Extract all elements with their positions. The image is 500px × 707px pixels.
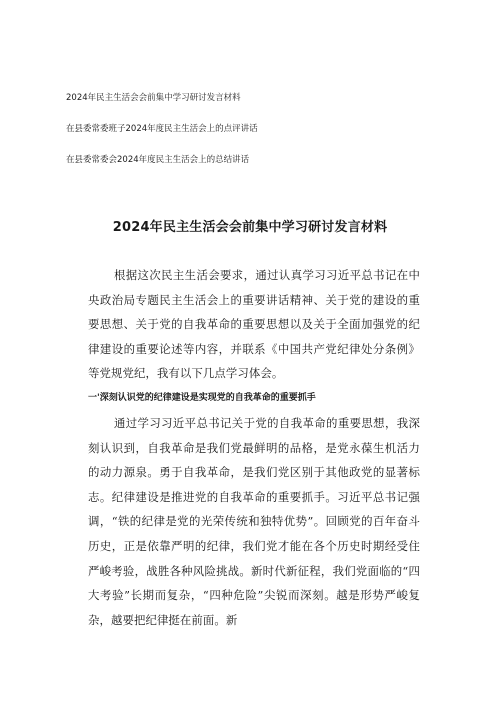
document-title: 2024年民主生活会会前集中学习研讨发言材料 <box>112 220 388 235</box>
section-1-heading: 一'深刻认识党的纪律建设是实现党的自我革命的重要抓手 <box>88 393 316 403</box>
table-of-contents <box>66 92 446 185</box>
intro-paragraph: 根据这次民主生活会要求，通过认真学习习近平总书记在中央政治局专题民主生活会上的重要讲话精神、关于党的建设的重要思想、关于党的自我革命的重要思想以及关于全面加强党的纪律建设的重要论述等内容，并联系《中国共产党纪律处分条例》等党规党纪，我有以下几点学习体会。 <box>88 268 420 380</box>
toc-item-1[interactable]: 2024年民主生活会会前集中学习研讨发言材料 <box>66 93 241 103</box>
section-1-paragraph: 通过学习习近平总书记关于党的自我革命的重要思想，我深刻认识到，自我革命是我们党最鲜明的品格，是党永葆生机活力的动力源泉。勇于自我革命，是我们党区别于其他政党的显著标志。纪律建设是推进党的自我革命的重要抓手。习近平总书记强调，“铁的纪律是党的光荣传统和独特优势”。回顾党的百年奋斗历史，正是依靠严明的纪律，我们党才能在各个历史时期经受住严峻考验，战胜各种风险挑战。新时代新征程，我们党面临的“四大考验”长期而复杂，“四种危险”尖锐而深刻。越是形势严峻复杂，越要把纪律挺在前面。新 <box>88 416 420 627</box>
toc-item-3[interactable]: 在县委常委会2024年度民主生活会上的总结讲话 <box>66 155 250 165</box>
toc-item-2[interactable]: 在县委常委班子2024年度民主生活会上的点评讲话 <box>66 124 258 134</box>
